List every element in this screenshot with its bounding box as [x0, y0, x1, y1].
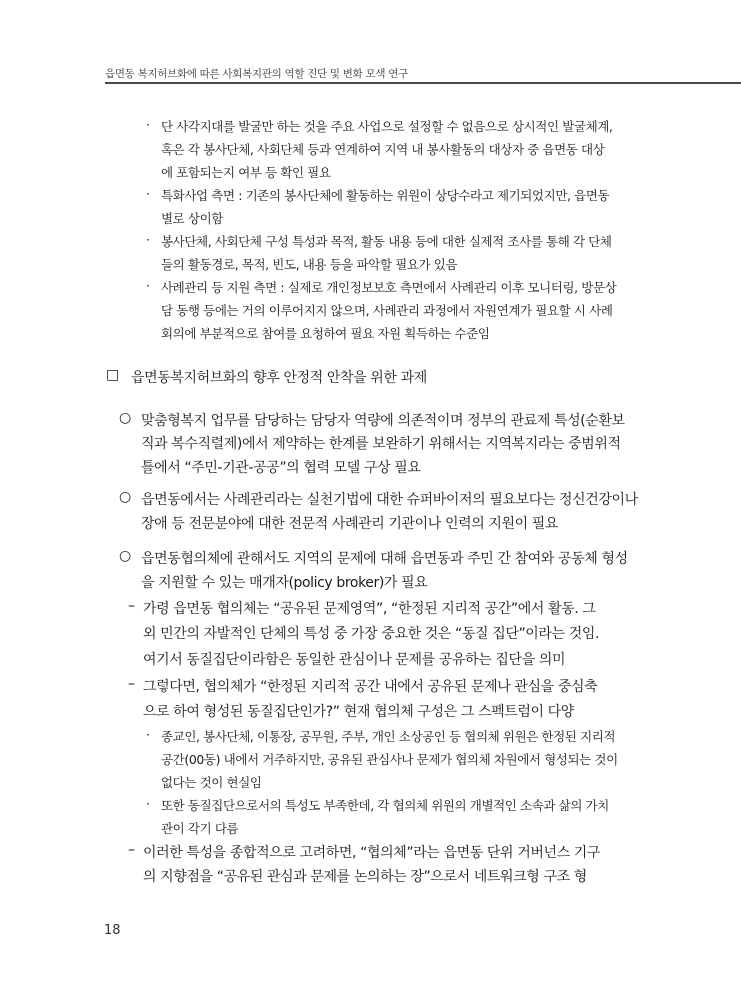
circle-line: 직과 복수직렬제)에서 제약하는 한계를 보완하기 위해서는 지역복지라는 중범위적: [141, 436, 621, 452]
bullet-symbol: ·: [146, 232, 150, 247]
bullet-symbol: ·: [146, 278, 150, 293]
dash-symbol: –: [128, 842, 135, 858]
sub-bullet-line: 또한 동질집단으로서의 특성도 부족한데, 각 협의체 위원의 개별적인 소속과 삶의 가치: [161, 798, 609, 813]
bullet-symbol: ·: [146, 186, 150, 201]
bullet-line: 특화사업 측면 : 기존의 봉사단체에 활동하는 위원이 상당수라고 제기되었지만, 읍면동: [161, 188, 610, 203]
dash-symbol: –: [128, 598, 135, 614]
header-rule: [105, 82, 741, 84]
circle-line: 읍면동에서는 사례관리라는 실천기법에 대한 슈퍼바이저의 필요보다는 정신건강이나: [141, 492, 638, 508]
bullet-line: 회의에 부분적으로 참여를 요청하여 필요 자원 획득하는 수준임: [161, 326, 490, 341]
bullet-line: 봉사단체, 사회단체 구성 특성과 목적, 활동 내용 등에 대한 실제적 조사를 통해 각 단체: [161, 234, 612, 249]
circle-symbol: ○: [119, 410, 132, 426]
sub-bullet-line: 종교인, 봉사단체, 이통장, 공무원, 주부, 개인 소상공인 등 협의체 위원은 한정된 지리적: [161, 729, 616, 744]
bullet-line: 단 사각지대를 발굴만 하는 것을 주요 사업으로 설정할 수 없음으로 상시적인 발굴체계,: [161, 119, 613, 134]
circle-symbol: ○: [119, 548, 132, 564]
page-number: 18: [104, 923, 121, 938]
dash-line: 이러한 특성을 종합적으로 고려하면, “협의체”라는 읍면동 단위 거버넌스 기구: [143, 845, 601, 861]
sub-bullet-line: 없다는 것이 현실임: [161, 775, 262, 790]
dash-symbol: –: [128, 676, 135, 692]
bullet-line: 별로 상이함: [161, 211, 223, 226]
dash-line: 여기서 동질집단이라함은 동일한 관심이나 문제를 공유하는 집단을 의미: [143, 652, 566, 668]
circle-line: 틀에서 “주민-기관-공공”의 협력 모델 구상 필요: [141, 460, 421, 476]
sub-bullet-line: 관이 각기 다름: [161, 821, 239, 836]
circle-line: 읍면동협의체에 관해서도 지역의 문제에 대해 읍면동과 주민 간 참여와 공동체 형성: [141, 551, 628, 567]
circle-line: 맞춤형복지 업무를 담당하는 담당자 역량에 의존적이며 정부의 관료제 특성(순환보: [141, 413, 625, 429]
circle-line: 을 지원할 수 있는 매개자(policy broker)가 필요: [141, 575, 428, 591]
sub-bullet-symbol: ·: [146, 727, 150, 742]
section-box-symbol: □: [106, 367, 120, 383]
circle-line: 장애 등 전문분야에 대한 전문적 사례관리 기관이나 인력의 지원이 필요: [141, 516, 559, 532]
running-header: 읍면동 복지허브화에 따른 사회복지관의 역할 진단 및 변화 모색 연구: [105, 68, 408, 80]
dash-line: 외 민간의 자발적인 단체의 특성 중 가장 중요한 것은 “동질 집단”이라는 것임.: [143, 626, 600, 642]
bullet-line: 사례관리 등 지원 측면 : 실제로 개인정보보호 측면에서 사례관리 이후 모니터링, 방문상: [161, 280, 617, 295]
dash-line: 그렇다면, 협의체가 “한정된 지리적 공간 내에서 공유된 문제나 관심을 중심축: [143, 679, 598, 695]
circle-symbol: ○: [119, 489, 132, 505]
section-title: 읍면동복지허브화의 향후 안정적 안착을 위한 과제: [131, 370, 427, 386]
bullet-line: 담 동행 등에는 거의 이루어지지 않으며, 사례관리 과정에서 자원연계가 필요할 시 사례: [161, 303, 613, 318]
sub-bullet-symbol: ·: [146, 796, 150, 811]
sub-bullet-line: 공간(00동) 내에서 거주하지만, 공유된 관심사나 문제가 협의체 차원에서 형성되는 것이: [161, 752, 618, 767]
bullet-line: 혹은 각 봉사단체, 사회단체 등과 연계하여 지역 내 봉사활동의 대상자 중 읍면동 대상: [161, 142, 605, 157]
dash-line: 의 지향점을 “공유된 관심과 문제를 논의하는 장”으로서 네트워크형 구조 형: [143, 869, 587, 885]
bullet-line: 들의 활동경로, 목적, 빈도, 내용 등을 파악할 필요가 있음: [161, 257, 458, 272]
bullet-symbol: ·: [146, 117, 150, 132]
dash-line: 으로 하여 형성된 동질집단인가?” 현재 협의체 구성은 그 스펙트럼이 다양: [143, 704, 574, 720]
dash-line: 가령 읍면동 협의체는 “공유된 문제영역”, “한정된 지리적 공간”에서 활동. 그: [143, 601, 596, 617]
bullet-line: 에 포함되는지 여부 등 확인 필요: [161, 165, 331, 180]
